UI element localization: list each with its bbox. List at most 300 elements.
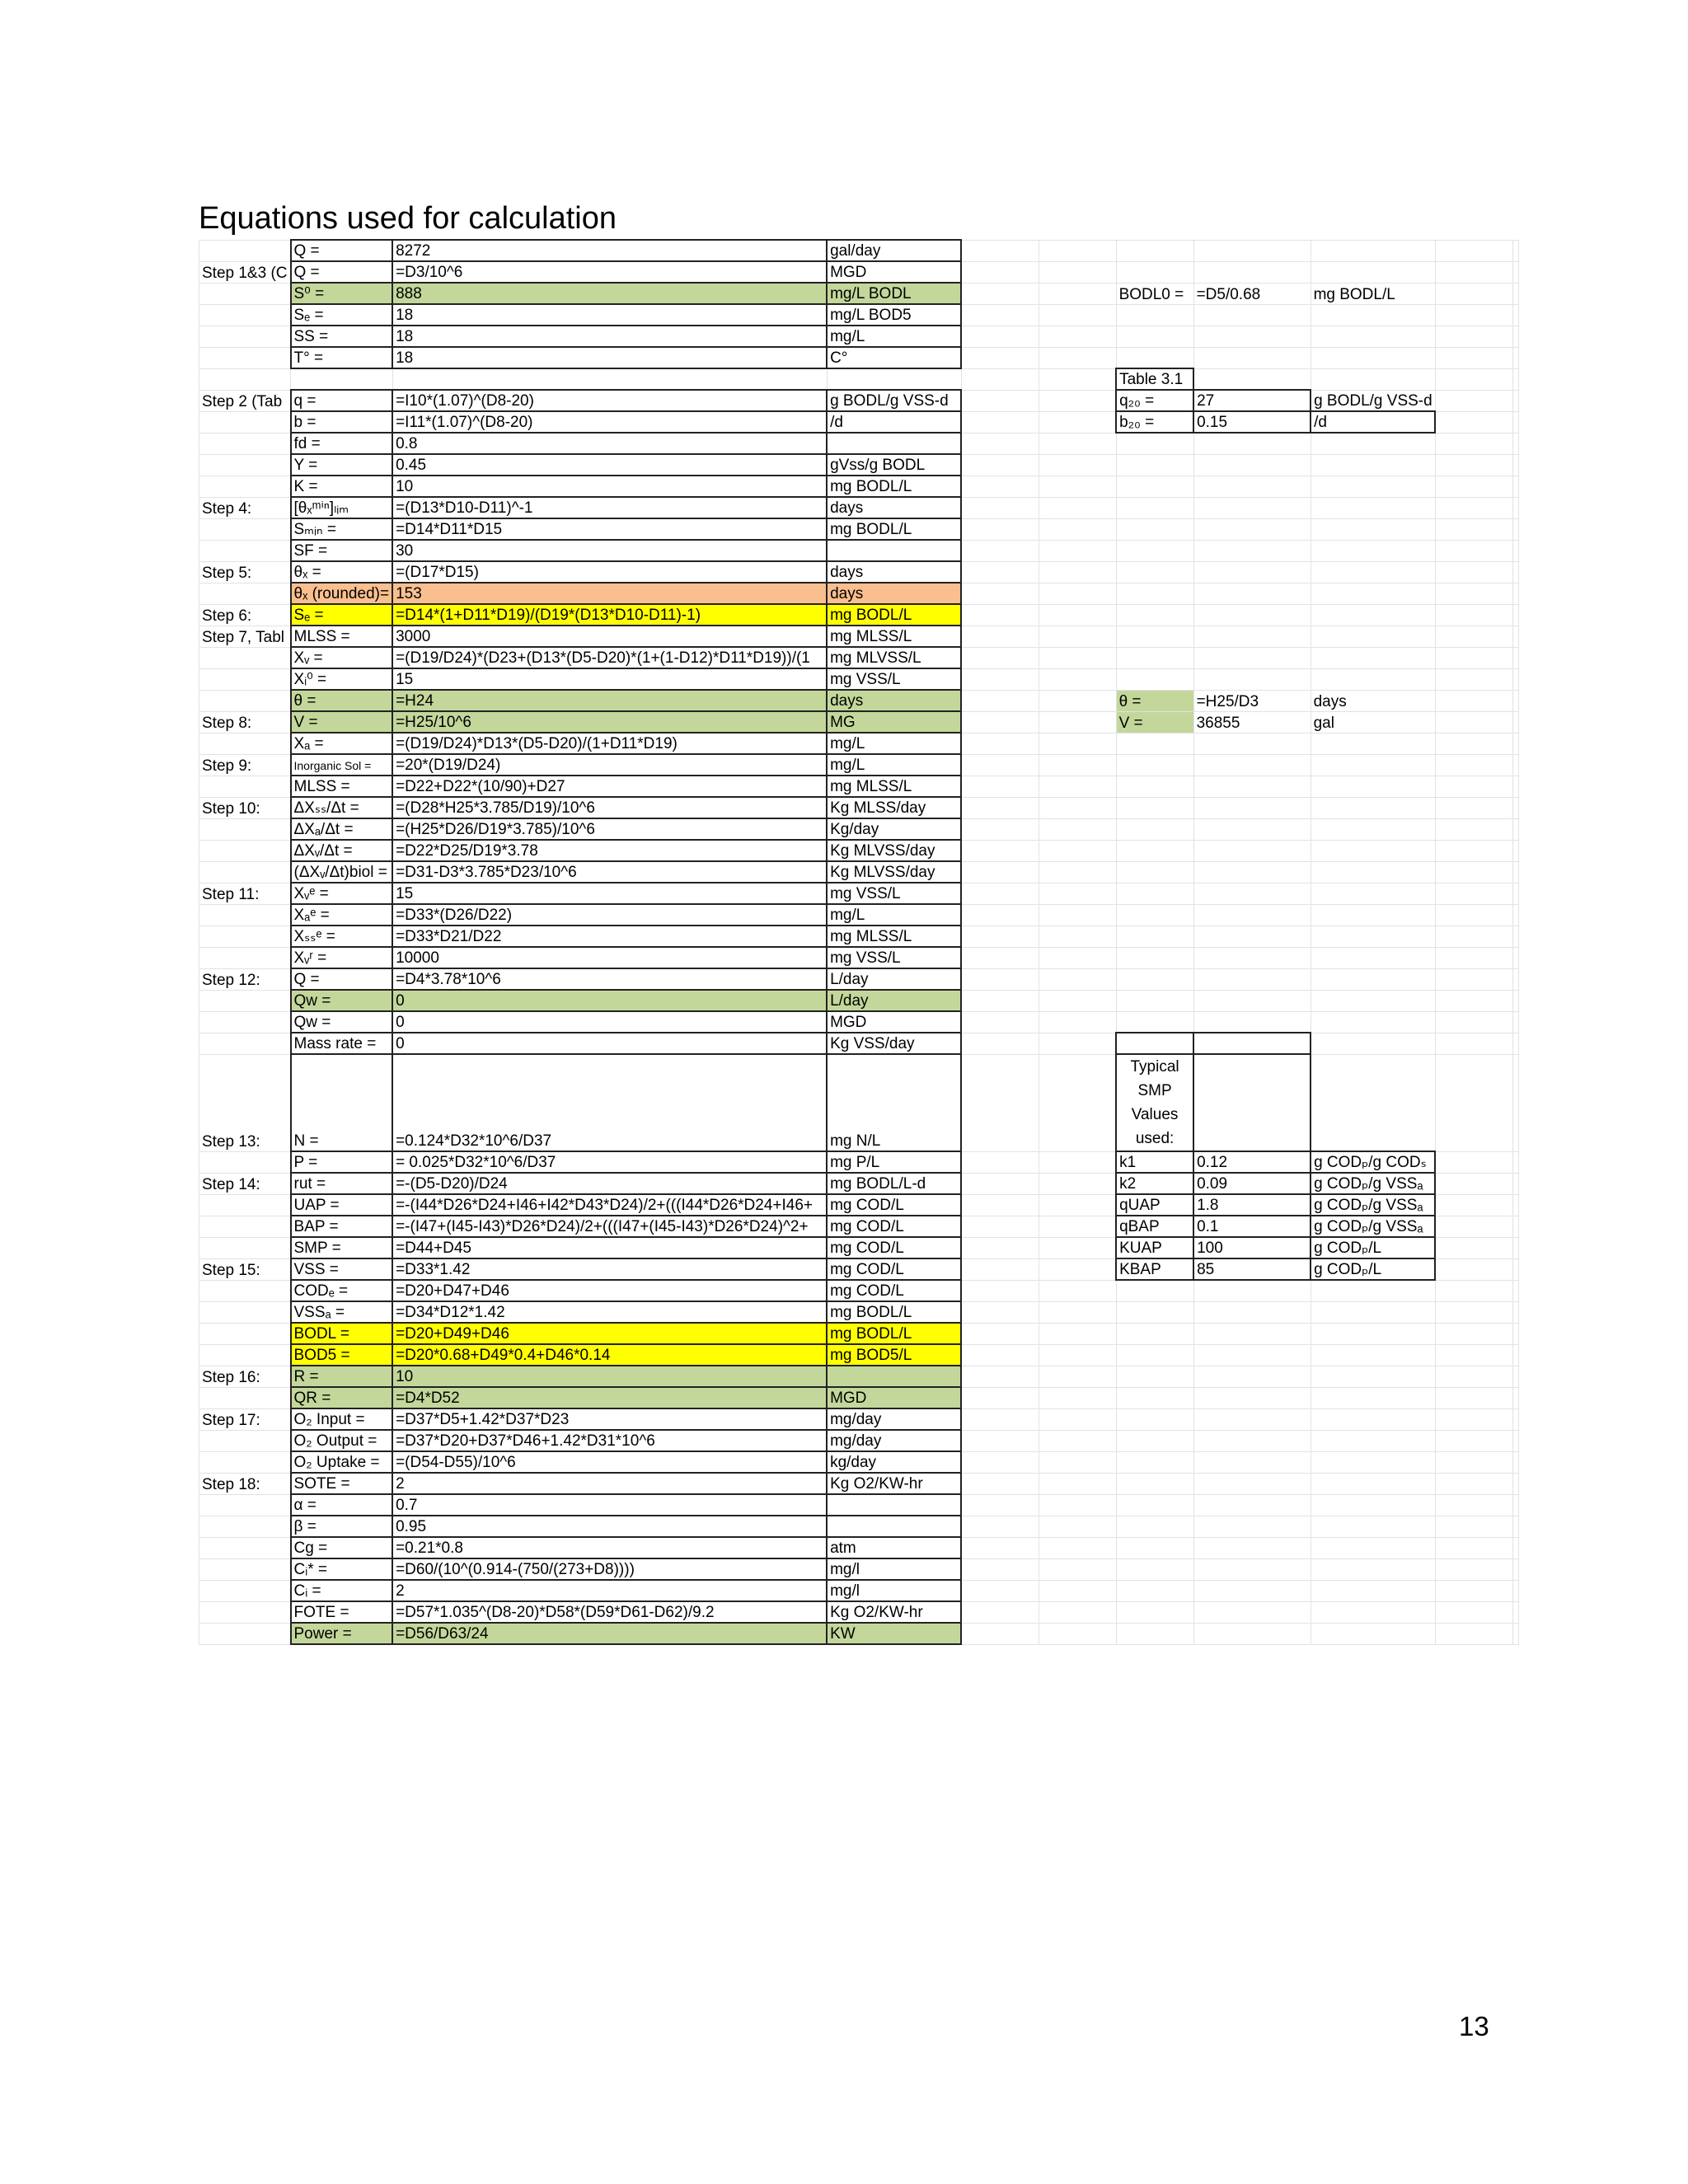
empty-cell [1435,347,1512,368]
empty-cell [1039,261,1116,283]
empty-cell [1116,968,1193,990]
empty-cell [1512,1194,1518,1216]
param-label: Sₑ = [291,304,393,326]
unit-label: mg MLVSS/L [827,647,961,668]
sheet-row [199,518,1519,540]
empty-cell [961,1280,1039,1301]
empty-cell [1435,1558,1512,1580]
empty-cell [961,1151,1039,1173]
side-value: 0.12 [1193,1151,1311,1173]
sheet-row [199,1601,1519,1623]
unit-label: mg BODL/L [827,1323,961,1344]
empty-cell [827,368,961,390]
empty-cell [1039,368,1116,390]
param-label: SOTE = [291,1473,393,1494]
empty-cell [1435,776,1512,797]
step-label [199,818,291,840]
empty-cell [1039,433,1116,454]
side-value: 100 [1193,1237,1311,1258]
formula-value: 0.8 [392,433,827,454]
empty-cell [1435,561,1512,583]
empty-cell [1311,1280,1435,1301]
sheet-row [199,540,1519,561]
sheet-row [199,1408,1519,1430]
sheet-row [199,776,1519,797]
unit-label: Kg/day [827,818,961,840]
empty-cell [1116,840,1193,861]
step-label [199,283,291,304]
formula-value: 8272 [392,240,827,261]
sheet-row [199,390,1519,411]
formula-value: =-(I44*D26*D24+I46+I42*D43*D24)/2+(((I44*D26*D24+I46+ [392,1194,827,1216]
sheet-row [199,690,1519,711]
sheet-row [199,926,1519,947]
sheet-row [199,797,1519,818]
step-label: Step 9: [199,754,291,776]
formula-value: =D31-D3*3.785*D23/10^6 [392,861,827,883]
formula-value: =D44+D45 [392,1237,827,1258]
empty-cell [1039,1054,1116,1151]
step-label [199,347,291,368]
unit-label: days [827,561,961,583]
side-unit: days [1311,690,1435,711]
empty-cell [961,1473,1039,1494]
unit-label: mg/L [827,326,961,347]
empty-cell [1193,1387,1311,1408]
unit-label: mg/L [827,754,961,776]
empty-cell [1512,968,1518,990]
sheet-row [199,1537,1519,1558]
step-label [199,1537,291,1558]
empty-cell [961,1494,1039,1516]
side-unit [1311,368,1435,390]
empty-cell [1435,797,1512,818]
sheet-row [199,454,1519,476]
empty-cell [1193,1623,1311,1644]
side-unit: g CODₚ/L [1311,1237,1435,1258]
empty-cell [1193,261,1311,283]
param-label: S⁰ = [291,283,393,304]
empty-cell [1512,861,1518,883]
side-unit [1311,1054,1435,1151]
empty-cell [1512,818,1518,840]
unit-label: mg/L BODL [827,283,961,304]
empty-cell [1512,1323,1518,1344]
formula-value: =0.21*0.8 [392,1537,827,1558]
empty-cell [1039,1237,1116,1258]
empty-cell [961,711,1039,733]
empty-cell [1193,990,1311,1011]
empty-cell [1116,1011,1193,1033]
sheet-row [199,626,1519,647]
empty-cell [1435,476,1512,497]
side-label: BODL0 = [1116,283,1193,304]
empty-cell [1311,454,1435,476]
side-unit: g CODₚ/g VSSₐ [1311,1216,1435,1237]
empty-cell [1116,1516,1193,1537]
empty-cell [1193,926,1311,947]
empty-cell [1512,433,1518,454]
empty-cell [1311,497,1435,518]
empty-cell [1512,904,1518,926]
empty-cell [1193,604,1311,626]
empty-cell [1039,668,1116,690]
empty-cell [1311,540,1435,561]
empty-cell [1435,840,1512,861]
side-value [1193,1033,1311,1054]
sheet-row [199,326,1519,347]
empty-cell [1039,518,1116,540]
empty-cell [1435,690,1512,711]
empty-cell [1311,1623,1435,1644]
param-label: Xₐᵉ = [291,904,393,926]
empty-cell [1193,1408,1311,1430]
empty-cell [1512,1344,1518,1366]
param-label: Sₑ = [291,604,393,626]
empty-cell [1116,1537,1193,1558]
empty-cell [1116,1430,1193,1451]
empty-cell [1116,754,1193,776]
empty-cell [961,1323,1039,1344]
step-label [199,304,291,326]
empty-cell [1435,583,1512,604]
empty-cell [1193,840,1311,861]
empty-cell [1039,861,1116,883]
param-label: ΔXₛₛ/Δt = [291,797,393,818]
sheet-row [199,368,1519,390]
empty-cell [1435,1301,1512,1323]
side-unit: g BODL/g VSS-d [1311,390,1435,411]
empty-cell [1512,1011,1518,1033]
side-unit: g CODₚ/g VSSₐ [1311,1194,1435,1216]
step-label: Step 8: [199,711,291,733]
empty-cell [961,518,1039,540]
formula-value: 0.95 [392,1516,827,1537]
empty-cell [1311,1430,1435,1451]
formula-value: 18 [392,304,827,326]
empty-cell [1193,861,1311,883]
formula-value: 0.45 [392,454,827,476]
empty-cell [1193,497,1311,518]
empty-cell [1435,1173,1512,1194]
empty-cell [961,1516,1039,1537]
empty-cell [1193,1430,1311,1451]
empty-cell [961,1258,1039,1280]
empty-cell [1311,990,1435,1011]
param-label: Xₐ = [291,733,393,754]
empty-cell [1039,604,1116,626]
empty-cell [1512,540,1518,561]
page-number: 13 [1459,2011,1489,2041]
unit-label: mg VSS/L [827,947,961,968]
empty-cell [1311,1494,1435,1516]
empty-cell [961,583,1039,604]
empty-cell [1116,497,1193,518]
empty-cell [961,861,1039,883]
empty-cell [1116,797,1193,818]
empty-cell [1435,454,1512,476]
step-label [199,1451,291,1473]
formula-value: 10 [392,1366,827,1387]
sheet-row [199,647,1519,668]
param-label: SF = [291,540,393,561]
param-label: ΔXᵥ/Δt = [291,840,393,861]
sheet-row [199,1323,1519,1344]
empty-cell [1435,1494,1512,1516]
param-label: O₂ Output = [291,1430,393,1451]
step-label: Step 11: [199,883,291,904]
empty-cell [1193,668,1311,690]
empty-cell [1116,1280,1193,1301]
empty-cell [961,754,1039,776]
empty-cell [1039,1011,1116,1033]
empty-cell [1039,1601,1116,1623]
empty-cell [1512,1451,1518,1473]
empty-cell [961,733,1039,754]
empty-cell [961,304,1039,326]
empty-cell [961,797,1039,818]
empty-cell [1435,1280,1512,1301]
empty-cell [1512,561,1518,583]
side-unit: g CODₚ/g CODₛ [1311,1151,1435,1173]
formula-value: =D4*3.78*10^6 [392,968,827,990]
empty-cell [1039,968,1116,990]
empty-cell [1435,1451,1512,1473]
formula-value: 0 [392,1033,827,1054]
empty-cell [961,968,1039,990]
formula-value: =D56/D63/24 [392,1623,827,1644]
empty-cell [1193,733,1311,754]
empty-cell [961,1580,1039,1601]
side-value: =D5/0.68 [1193,283,1311,304]
step-label: Step 15: [199,1258,291,1280]
empty-cell [1039,947,1116,968]
param-label: O₂ Uptake = [291,1451,393,1473]
empty-cell [1039,733,1116,754]
empty-cell [1512,883,1518,904]
formula-value: 0.7 [392,1494,827,1516]
empty-cell [1193,776,1311,797]
formula-value: =(D13*D10-D11)^-1 [392,497,827,518]
empty-cell [1193,754,1311,776]
empty-cell [1512,1173,1518,1194]
param-label: β = [291,1516,393,1537]
sheet-row [199,304,1519,326]
empty-cell [1039,690,1116,711]
empty-cell [1116,1623,1193,1644]
empty-cell [1193,476,1311,497]
empty-cell [961,561,1039,583]
unit-label: Kg MLSS/day [827,797,961,818]
formula-value: 2 [392,1580,827,1601]
empty-cell [1311,304,1435,326]
formula-value: =-(D5-D20)/D24 [392,1173,827,1194]
empty-cell [1311,968,1435,990]
empty-cell [1435,1408,1512,1430]
step-label [199,1194,291,1216]
step-label: Step 10: [199,797,291,818]
empty-cell [1311,626,1435,647]
empty-cell [1039,626,1116,647]
sheet-row [199,840,1519,861]
empty-cell [1435,1580,1512,1601]
empty-cell [1193,540,1311,561]
formula-value: =D33*(D26/D22) [392,904,827,926]
empty-cell [1311,733,1435,754]
empty-cell [1039,1473,1116,1494]
param-label: SMP = [291,1237,393,1258]
unit-label [827,1366,961,1387]
formula-value: =D20*0.68+D49*0.4+D46*0.14 [392,1344,827,1366]
param-label: θₓ (rounded)= [291,583,393,604]
empty-cell [1512,1430,1518,1451]
empty-cell [1039,390,1116,411]
sheet-row [199,1623,1519,1644]
sheet-row [199,1258,1519,1280]
unit-label: Kg MLVSS/day [827,861,961,883]
empty-cell [1512,1054,1518,1151]
empty-cell [1193,1494,1311,1516]
step-label [199,433,291,454]
empty-cell [1435,518,1512,540]
side-value: 36855 [1193,711,1311,733]
formula-value: =I10*(1.07)^(D8-20) [392,390,827,411]
param-label: Cg = [291,1537,393,1558]
param-label: R = [291,1366,393,1387]
empty-cell [1039,1537,1116,1558]
empty-cell [1039,1301,1116,1323]
empty-cell [1193,1516,1311,1537]
empty-cell [1311,583,1435,604]
empty-cell [1435,1323,1512,1344]
empty-cell [1311,326,1435,347]
empty-cell [1311,797,1435,818]
empty-cell [961,904,1039,926]
formula-value: 15 [392,883,827,904]
empty-cell [1193,1344,1311,1366]
empty-cell [1311,1387,1435,1408]
empty-cell [961,926,1039,947]
empty-cell [1116,518,1193,540]
empty-cell [1116,1366,1193,1387]
step-label: Step 17: [199,1408,291,1430]
empty-cell [1512,668,1518,690]
sheet-row [199,1473,1519,1494]
param-label: Xᵥᵉ = [291,883,393,904]
empty-cell [1116,1451,1193,1473]
empty-cell [961,690,1039,711]
empty-cell [961,626,1039,647]
formula-value: =D20+D47+D46 [392,1280,827,1301]
empty-cell [1512,1473,1518,1494]
unit-label: mg/day [827,1408,961,1430]
empty-cell [1039,583,1116,604]
empty-cell [1512,647,1518,668]
side-label: V = [1116,711,1193,733]
formula-value: 153 [392,583,827,604]
param-label: BODL = [291,1323,393,1344]
empty-cell [1193,347,1311,368]
empty-cell [1435,604,1512,626]
empty-cell [1512,947,1518,968]
formula-value: =D14*D11*D15 [392,518,827,540]
empty-cell [1193,647,1311,668]
unit-label: /d [827,411,961,433]
empty-cell [1311,1601,1435,1623]
step-label: Step 2 (Tab [199,390,291,411]
empty-cell [1039,1451,1116,1473]
empty-cell [961,647,1039,668]
sheet-row [199,1558,1519,1580]
empty-cell [1039,1387,1116,1408]
sheet-row [199,261,1519,283]
step-label [199,1151,291,1173]
empty-cell [1435,1366,1512,1387]
empty-cell [1039,711,1116,733]
step-label: Step 4: [199,497,291,518]
empty-cell [1435,1344,1512,1366]
empty-cell [961,1623,1039,1644]
unit-label: mg P/L [827,1151,961,1173]
empty-cell [1435,947,1512,968]
empty-cell [1512,1537,1518,1558]
empty-cell [961,283,1039,304]
empty-cell [1311,1344,1435,1366]
param-label: (ΔXᵥ/Δt)biol = [291,861,393,883]
empty-cell [1039,1408,1116,1430]
empty-cell [1512,1580,1518,1601]
unit-label: Kg O2/KW-hr [827,1601,961,1623]
empty-cell [1512,368,1518,390]
empty-cell [1039,818,1116,840]
step-label [199,326,291,347]
empty-cell [1512,1623,1518,1644]
empty-cell [1512,1258,1518,1280]
empty-cell [1512,1216,1518,1237]
empty-cell [1116,647,1193,668]
empty-cell [1512,304,1518,326]
side-label: KBAP [1116,1258,1193,1280]
empty-cell [1435,883,1512,904]
empty-cell [961,1558,1039,1580]
empty-cell [1039,540,1116,561]
side-unit: mg BODL/L [1311,283,1435,304]
formula-value: 18 [392,347,827,368]
empty-cell [1039,304,1116,326]
empty-cell [1512,454,1518,476]
empty-cell [961,883,1039,904]
empty-cell [392,368,827,390]
empty-cell [1435,754,1512,776]
unit-label: mg/L [827,904,961,926]
empty-cell [1435,304,1512,326]
param-label: BAP = [291,1216,393,1237]
step-label: Step 7, Tabl [199,626,291,647]
formula-value: 15 [392,668,827,690]
empty-cell [1435,926,1512,947]
param-label: BOD5 = [291,1344,393,1366]
unit-label: mg COD/L [827,1237,961,1258]
empty-cell [1116,926,1193,947]
empty-cell [1311,840,1435,861]
param-label: Xᵢ⁰ = [291,668,393,690]
empty-cell [1039,497,1116,518]
sheet-row [199,904,1519,926]
step-label [199,1516,291,1537]
param-label: O₂ Input = [291,1408,393,1430]
formula-value: =D33*1.42 [392,1258,827,1280]
empty-cell [961,1216,1039,1237]
